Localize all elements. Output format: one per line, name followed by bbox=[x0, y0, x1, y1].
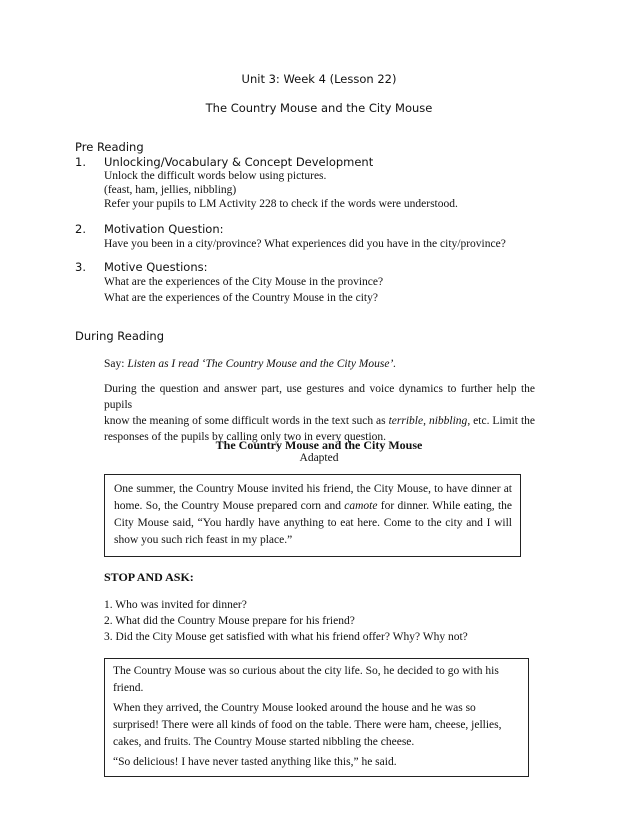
say-prefix: Say: bbox=[104, 358, 125, 370]
story-box-2 bbox=[104, 658, 529, 777]
item-1-line: (feast, ham, jellies, nibbling) bbox=[104, 184, 237, 196]
item-3-number: 3. bbox=[75, 260, 86, 274]
question-item: 3. Did the City Mouse get satisfied with what his friend offer? Why? Why not? bbox=[104, 631, 468, 643]
story-subtitle: Adapted bbox=[299, 452, 339, 464]
item-2-line: Have you been in a city/province? What experiences did you have in the city/province? bbox=[104, 238, 506, 250]
story-paragraph-3: “So delicious! I have never tasted anything like this,” he said. bbox=[113, 756, 397, 768]
during-reading-heading: During Reading bbox=[75, 329, 164, 343]
instruction-line: know the meaning of some difficult words in the text such as terrible, nibbling, etc. Limit the bbox=[104, 415, 535, 427]
item-3-line: What are the experiences of the Country Mouse in the city? bbox=[104, 292, 378, 304]
lesson-title: The Country Mouse and the City Mouse bbox=[205, 101, 433, 115]
instruction-line: responses of the pupils by calling only two in every question. bbox=[104, 431, 387, 443]
story-title: The Country Mouse and the City Mouse bbox=[215, 438, 423, 452]
reading-instructions bbox=[104, 381, 535, 445]
story-paragraph-2 bbox=[113, 700, 520, 751]
story-line: The Country Mouse was so curious about the city life. So, he decided to go with his bbox=[113, 665, 499, 677]
item-1-title: Unlocking/Vocabulary & Concept Development bbox=[104, 155, 374, 169]
unit-heading: Unit 3: Week 4 (Lesson 22) bbox=[241, 72, 397, 86]
pre-reading-heading: Pre Reading bbox=[75, 140, 144, 154]
item-1-line: Unlock the difficult words below using pictures. bbox=[104, 170, 327, 182]
item-1-number: 1. bbox=[75, 155, 86, 169]
item-3-line: What are the experiences of the City Mouse in the province? bbox=[104, 276, 384, 288]
question-item: 1. Who was invited for dinner? bbox=[104, 599, 247, 611]
story-line: friend. bbox=[113, 682, 144, 694]
stop-and-ask-heading: STOP AND ASK: bbox=[104, 570, 194, 584]
story-line: One summer, the Country Mouse invited his friend, the City Mouse, to have dinner at bbox=[114, 483, 512, 495]
story-box-1 bbox=[104, 474, 521, 557]
stop-questions bbox=[104, 597, 468, 645]
story-line: City Mouse said, “You hardly have anything to eat here. Come to the city and I will bbox=[114, 517, 512, 529]
story-line: When they arrived, the Country Mouse looked around the house and he was so bbox=[113, 702, 476, 714]
story-line: show you such rich feast in my place.” bbox=[114, 534, 293, 546]
item-2-title: Motivation Question: bbox=[104, 222, 224, 236]
item-1-line: Refer your pupils to LM Activity 228 to check if the words were understood. bbox=[104, 198, 458, 210]
story-paragraph-1 bbox=[113, 663, 520, 697]
instruction-line: During the question and answer part, use gestures and voice dynamics to further help the pupils bbox=[104, 383, 535, 411]
story-line: home. So, the Country Mouse prepared corn and camote for dinner. While eating, the bbox=[114, 500, 512, 512]
say-text: Listen as I read ‘The Country Mouse and the City Mouse’. bbox=[127, 358, 397, 370]
story-line: cakes, and fruits. The Country Mouse started nibbling the cheese. bbox=[113, 736, 415, 748]
item-2-number: 2. bbox=[75, 222, 86, 236]
story-line: surprised! There were all kinds of food on the table. There were ham, cheese, jellies, bbox=[113, 719, 502, 731]
question-item: 2. What did the Country Mouse prepare for his friend? bbox=[104, 615, 355, 627]
item-1-body bbox=[104, 169, 458, 211]
say-instruction bbox=[104, 356, 396, 372]
item-3-title: Motive Questions: bbox=[104, 260, 208, 274]
item-3-body bbox=[104, 274, 383, 306]
